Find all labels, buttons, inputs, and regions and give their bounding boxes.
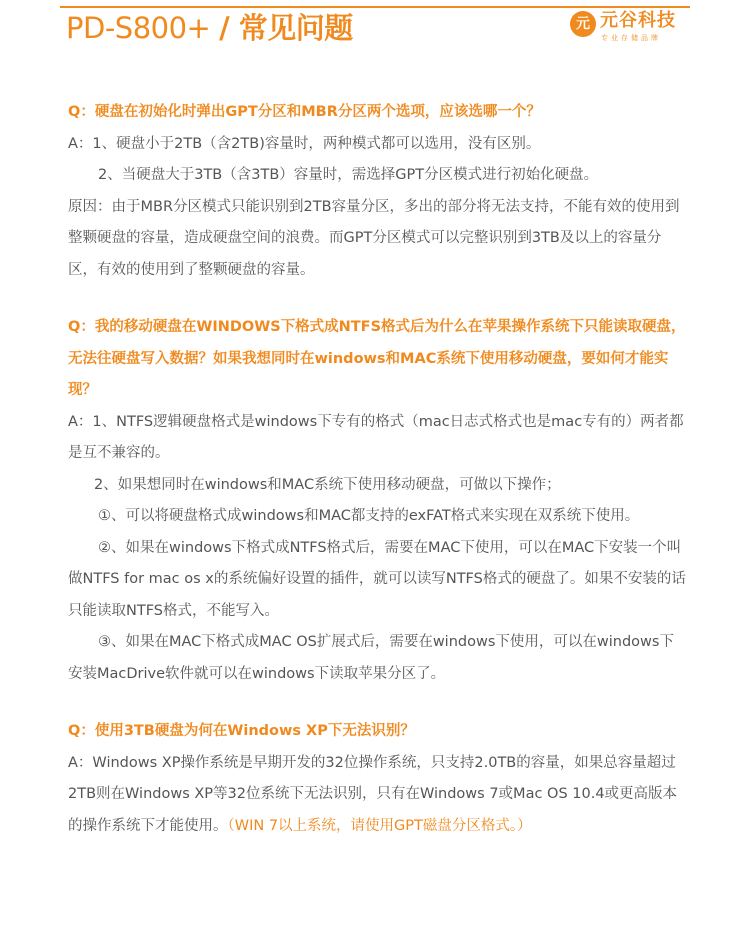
brand-tagline: 专业存储品牌 — [601, 34, 661, 42]
faq-heading: / 常见问题 — [219, 11, 353, 45]
product-model: PD-S800+ — [66, 11, 220, 45]
brand-mark-icon: 元 — [570, 11, 596, 37]
brand-name: 元谷科技 — [600, 10, 676, 31]
page-title — [66, 8, 353, 48]
faq-item — [68, 312, 686, 690]
faq-question: Q：硬盘在初始化时弹出GPT分区和MBR分区两个选项，应该选哪一个？ — [68, 104, 541, 120]
faq-answer-text: A：Windows XP操作系统是早期开发的32位操作系统，只支持2.0TB的容量，如果总容量超过2TB则在Windows XP等32位系统下无法识别，只有在Windows 7或Mac OS 10.4或更高版本的操作系统下才能使用。 — [68, 754, 678, 834]
faq-answer: 原因：由于MBR分区模式只能识别到2TB容量分区，多出的部分将无法支持，不能有效的使用到整颗硬盘的容量，造成硬盘空间的浪费。而GPT分区模式可以完整识别到3TB及以上的容量分区，有效的使用到了整颗硬盘的容量。 — [68, 198, 680, 278]
faq-answer — [68, 748, 686, 843]
faq-answer: 2、如果想同时在windows和MAC系统下使用移动硬盘，可做以下操作； — [94, 476, 561, 493]
faq-item — [68, 716, 686, 842]
faq-answer: 2、当硬盘大于3TB（含3TB）容量时，需选择GPT分区模式进行初始化硬盘。 — [98, 167, 599, 183]
faq-item — [68, 97, 686, 286]
faq-content — [68, 97, 686, 868]
faq-answer: A：1、NTFS逻辑硬盘格式是windows下专有的格式（mac日志式格式也是mac专有的）两者都是互不兼容的。 — [68, 413, 684, 461]
faq-answer: ①、可以将硬盘格式成windows和MAC都支持的exFAT格式来实现在双系统下使用。 — [98, 508, 640, 524]
faq-highlight-note: （WIN 7以上系统，请使用GPT磁盘分区格式。） — [227, 817, 532, 834]
faq-answer: ②、如果在windows下格式成NTFS格式后，需要在MAC下使用，可以在MAC下安装一个叫做NTFS for mac os x的系统偏好设置的插件，就可以读写NTFS格式的硬盘了。如果不安装的话只能读取NTFS格式，不能写入。 — [68, 539, 686, 619]
faq-question: Q：我的移动硬盘在WINDOWS下格式成NTFS格式后为什么在苹果操作系统下只能读取硬盘，无法往硬盘写入数据？如果我想同时在windows和MAC系统下使用移动硬盘，要如何才能实现？ — [68, 319, 686, 398]
faq-answer: A：1、硬盘小于2TB（含2TB)容量时，两种模式都可以选用，没有区别。 — [68, 135, 541, 152]
brand-logo — [570, 10, 700, 44]
faq-question: Q：使用3TB硬盘为何在Windows XP下无法识别？ — [68, 723, 415, 739]
faq-answer: ③、如果在MAC下格式成MAC OS扩展式后，需要在windows下使用，可以在windows下安装MacDrive软件就可以在windows下读取苹果分区了。 — [68, 634, 674, 682]
